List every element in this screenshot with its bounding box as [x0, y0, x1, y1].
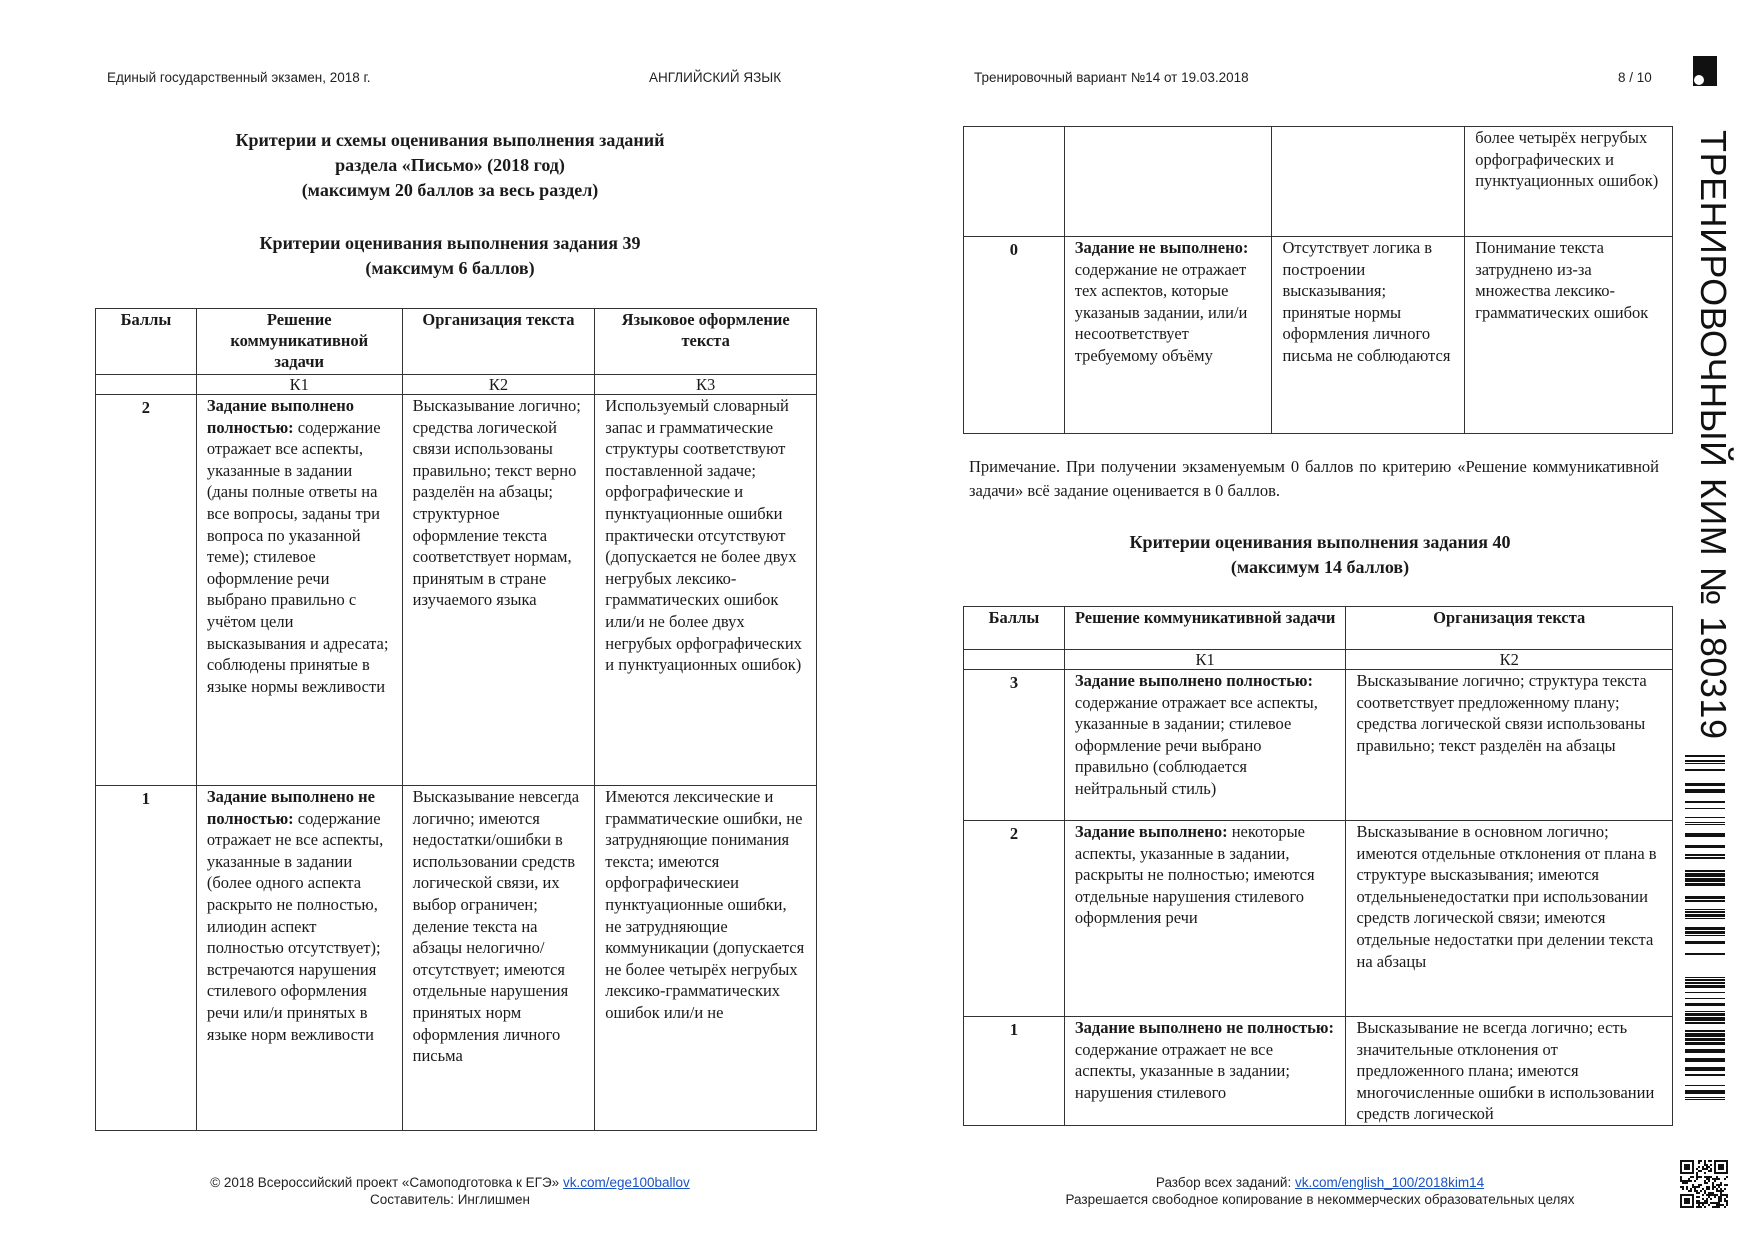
footer-copy-permission: Разрешается свободное копирование в некоммерческих образовательных целях — [1065, 1192, 1575, 1207]
footer-copyright: © 2018 Всероссийский проект «Самоподготовка к ЕГЭ» — [210, 1175, 560, 1190]
k2-cell: Высказывание в основном логично; имеются отдельные отклонения от плана в структуре высказывания; имеются отдельныенедостатки при использовании средств логической связи; имеются отдельные недостатки при делении текста на абзацы — [1346, 821, 1673, 1017]
empty-cell — [1272, 127, 1465, 237]
score-cell: 0 — [964, 237, 1065, 434]
note-paragraph: Примечание. При получении экзаменуемым 0 баллов по критерию «Решение коммуникативной задачи» всё задание оценивается в 0 баллов. — [969, 457, 1659, 500]
empty-cell — [964, 127, 1065, 237]
criteria-table-task39-continued — [963, 126, 1673, 434]
k2-cell: Отсутствует логика в построении высказывания; принятые нормы оформления личного письма не соблюдаются — [1272, 237, 1465, 434]
k2-cell: Высказывание не всегда логично; есть значительные отклонения от предложенного плана; имеются многочисленные ошибки в использовании средств логической — [1346, 1017, 1673, 1126]
code-empty — [96, 375, 197, 395]
main-title: Критерии и схемы оценивания выполнения заданий раздела «Письмо» (2018 год) (максимум 20 баллов за весь раздел) — [235, 130, 665, 200]
k1-cell — [1064, 821, 1346, 1017]
k1-cell — [1064, 670, 1346, 821]
header-k3: Языковое оформление текста — [595, 309, 817, 375]
footer-right — [1000, 1174, 1640, 1208]
header-k1: Решение коммуникативной задачи — [1064, 607, 1346, 650]
k1-verdict: Задание выполнено полностью: — [206, 396, 355, 437]
footer-link-ege100[interactable]: vk.com/ege100ballov — [562, 1175, 690, 1190]
footer-left — [150, 1174, 750, 1208]
k1-text: содержание не отражает тех аспектов, которые указаныв задании, или/и несоответствует требуемому объёму — [1074, 259, 1248, 365]
k1-verdict: Задание выполнено: — [1074, 822, 1228, 841]
k1-cell — [196, 395, 402, 786]
header-variant: Тренировочный вариант №14 от 19.03.2018 — [974, 70, 1249, 85]
code-k1: К1 — [196, 375, 402, 395]
score-cell: 1 — [964, 1017, 1065, 1126]
barcode-icon — [1685, 755, 1725, 1100]
header-subject: АНГЛИЙСКИЙ ЯЗЫК — [649, 70, 782, 85]
footer-link-english100[interactable]: vk.com/english_100/2018kim14 — [1294, 1175, 1485, 1190]
header-k2: Организация текста — [402, 309, 595, 375]
score-cell: 2 — [96, 395, 197, 786]
footer-analysis-label: Разбор всех заданий: — [1155, 1175, 1292, 1190]
code-k3: К3 — [595, 375, 817, 395]
criteria-table-task40 — [963, 606, 1673, 1126]
empty-cell — [1064, 127, 1272, 237]
score-cell: 2 — [964, 821, 1065, 1017]
header-k1: Решение коммуникативной задачи — [196, 309, 402, 375]
k2-cell: Высказывание логично; средства логической связи использованы правильно; текст верно разделён на абзацы; структурное оформление текста соответствует нормам, принятым в стране изучаемого языка — [402, 395, 595, 786]
k1-text: содержание отражает все аспекты, указанные в задании (даны полные ответы на все вопросы, заданы три вопроса по указанной теме); стилевое оформление речи выбрано правильно с учётом цели высказывания и адресата; соблюдены принятые в языке нормы вежливости — [206, 417, 389, 696]
header-page-number: 8 / 10 — [1618, 70, 1652, 85]
k3-cell: Имеются лексические и грамматические ошибки, не затрудняющие понимания текста; имеются орфографическиеи пунктуационные ошибки, не затрудняющие коммуникации (допускается не более четырёх негрубых лексико-грамматических ошибок или/и не — [595, 786, 817, 1131]
k1-text: некоторые аспекты, указанные в задании, раскрыты не полностью; имеются отдельные нарушения стилевого оформления речи — [1074, 822, 1315, 928]
k1-verdict: Задание выполнено не полностью: — [1074, 1018, 1334, 1037]
k1-verdict: Задание не выполнено: — [1074, 238, 1249, 257]
code-k2: К2 — [1346, 650, 1673, 670]
k3-cell: Используемый словарный запас и грамматические структуры соответствуют поставленной задаче; орфографические и пунктуационные ошибки практически отсутствуют (допускается не более двух негрубых лексико-грамматических ошибок или/и не более двух негрубых орфографических и пунктуационных ошибок) — [595, 395, 817, 786]
score-cell: 3 — [964, 670, 1065, 821]
k3-cell: Понимание текста затруднено из-за множества лексико-грамматических ошибок — [1465, 237, 1673, 434]
footer-author: Составитель: Инглишмен — [369, 1192, 531, 1207]
k2-cell: Высказывание логично; структура текста соответствует предложенному плану; средства логической связи использованы правильно; текст разделён на абзацы — [1346, 670, 1673, 821]
code-k1: К1 — [1064, 650, 1346, 670]
k1-text: содержание отражает не все аспекты, указанные в задании; нарушения стилевого — [1074, 1039, 1290, 1102]
task39-title: Критерии оценивания выполнения задания 39 (максимум 6 баллов) — [259, 233, 641, 278]
code-k2: К2 — [402, 375, 595, 395]
k1-cell — [1064, 237, 1272, 434]
k3-cell: более четырёх негрубых орфографических и пунктуационных ошибок) — [1465, 127, 1673, 237]
k1-verdict: Задание выполнено полностью: — [1074, 671, 1314, 690]
header-exam: Единый государственный экзамен, 2018 г. — [107, 70, 371, 85]
corner-marker-icon — [1693, 56, 1723, 90]
task40-title: Критерии оценивания выполнения задания 40 (максимум 14 баллов) — [1129, 532, 1511, 577]
k1-text: содержание отражает все аспекты, указанные в задании; стилевое оформление речи выбрано правильно (соблюдается нейтральный стиль) — [1074, 692, 1318, 798]
criteria-table-task39 — [95, 308, 817, 1131]
k1-cell — [196, 786, 402, 1131]
k2-cell: Высказывание невсегда логично; имеются недостатки/ошибки в использовании средств логической связи, их выбор ограничен; деление текста на абзацы нелогично/отсутствует; имеются отдельные нарушения принятых норм оформления личного письма — [402, 786, 595, 1131]
k1-verdict: Задание выполнено не полностью: — [206, 787, 376, 828]
header-score: Баллы — [964, 607, 1065, 650]
qr-code-icon — [1680, 1160, 1728, 1208]
code-empty — [964, 650, 1065, 670]
side-variant-label: ТРЕНИРОВОЧНЫЙ КИМ № 180319 — [1693, 130, 1734, 740]
k1-cell — [1064, 1017, 1346, 1126]
score-cell: 1 — [96, 786, 197, 1131]
k1-text: содержание отражает не все аспекты, указанные в задании (более одного аспекта раскрыто не полностью, илиодин аспект полностью отсутствует); встречаются нарушения стилевого оформления речи или/и принятых в языке норм вежливости — [206, 808, 384, 1044]
header-k2: Организация текста — [1346, 607, 1673, 650]
header-score: Баллы — [96, 309, 197, 375]
